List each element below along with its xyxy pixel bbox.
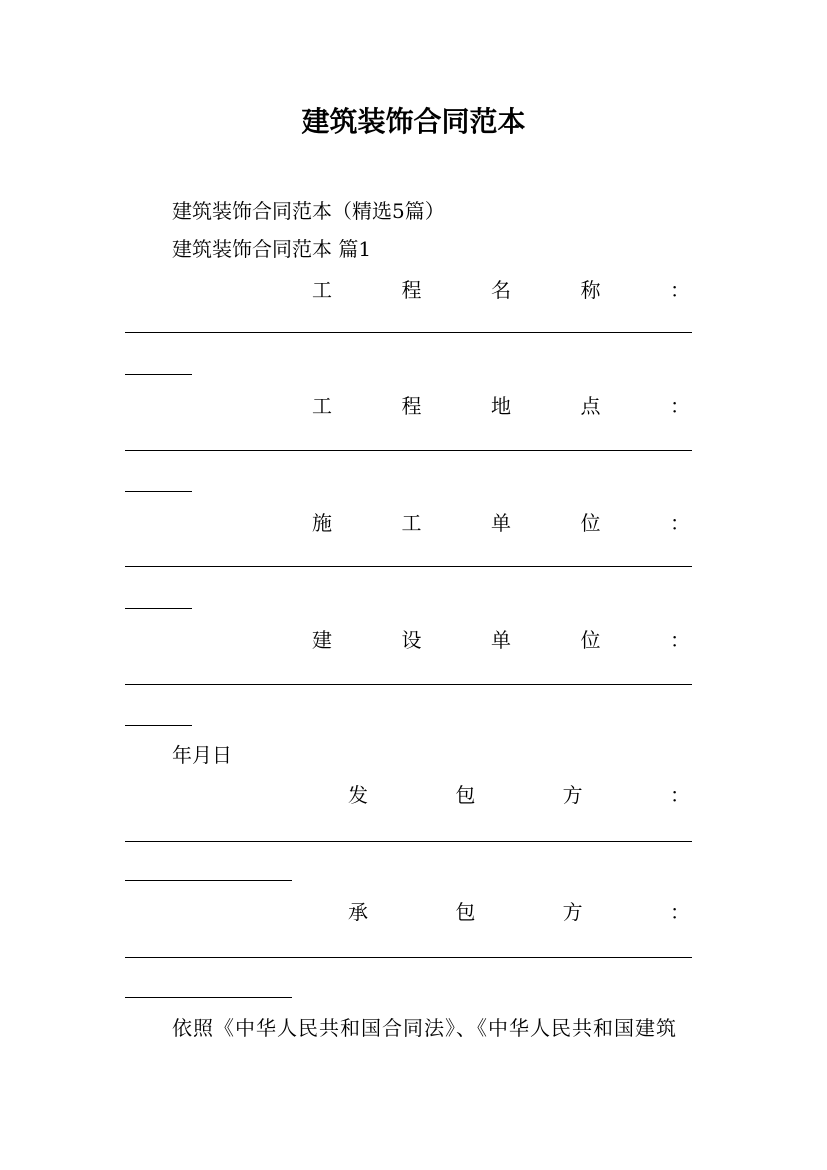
fill-in-line-tail: [125, 725, 192, 726]
fill-in-line: [125, 684, 692, 685]
field-project-location-label: [312, 393, 690, 419]
fill-in-line-tail: [125, 608, 192, 609]
field-char: 单: [491, 511, 511, 535]
field-char: 名: [491, 278, 511, 302]
field-owner-unit-label: [312, 627, 690, 653]
field-construction-unit-label: [312, 510, 690, 536]
intro-line: 建筑装饰合同范本（精选5篇）: [172, 199, 445, 223]
field-colon: ：: [670, 278, 690, 302]
field-char: 位: [580, 628, 601, 652]
field-char: 工: [312, 394, 332, 418]
field-colon: ：: [670, 511, 690, 535]
field-char: 承: [348, 900, 368, 924]
fill-in-line: [125, 841, 692, 842]
field-char: 包: [455, 900, 476, 924]
field-char: 工: [401, 511, 422, 535]
party-contractor-label: [348, 899, 690, 925]
field-char: 点: [580, 394, 601, 418]
fill-in-line-tail: [125, 997, 292, 998]
fill-in-line-tail: [125, 880, 292, 881]
field-char: 工: [312, 278, 332, 302]
closing-paragraph-line: 依照《中华人民共和国合同法》、《中华人民共和国建筑: [172, 1016, 677, 1040]
field-colon: ：: [670, 394, 690, 418]
field-char: 单: [491, 628, 511, 652]
field-char: 称: [580, 278, 601, 302]
fill-in-line: [125, 450, 692, 451]
field-char: 地: [491, 394, 511, 418]
section-heading: 建筑装饰合同范本 篇1: [172, 237, 372, 261]
party-employer-label: [348, 782, 690, 808]
field-char: 建: [312, 628, 332, 652]
field-colon: ：: [669, 783, 690, 807]
field-char: 施: [312, 511, 332, 535]
field-char: 发: [348, 783, 368, 807]
field-char: 包: [455, 783, 476, 807]
fill-in-line: [125, 566, 692, 567]
field-char: 方: [562, 900, 583, 924]
document-title: 建筑装饰合同范本: [301, 105, 526, 138]
field-char: 位: [580, 511, 601, 535]
field-char: 程: [401, 278, 422, 302]
fill-in-line-tail: [125, 491, 192, 492]
field-char: 方: [562, 783, 583, 807]
field-char: 程: [401, 394, 422, 418]
fill-in-line: [125, 332, 692, 333]
field-colon: ：: [670, 628, 690, 652]
date-line: 年月日: [172, 743, 232, 767]
fill-in-line-tail: [125, 374, 192, 375]
fill-in-line: [125, 957, 692, 958]
field-project-name-label: [312, 277, 690, 303]
field-colon: ：: [669, 900, 690, 924]
field-char: 设: [401, 628, 422, 652]
